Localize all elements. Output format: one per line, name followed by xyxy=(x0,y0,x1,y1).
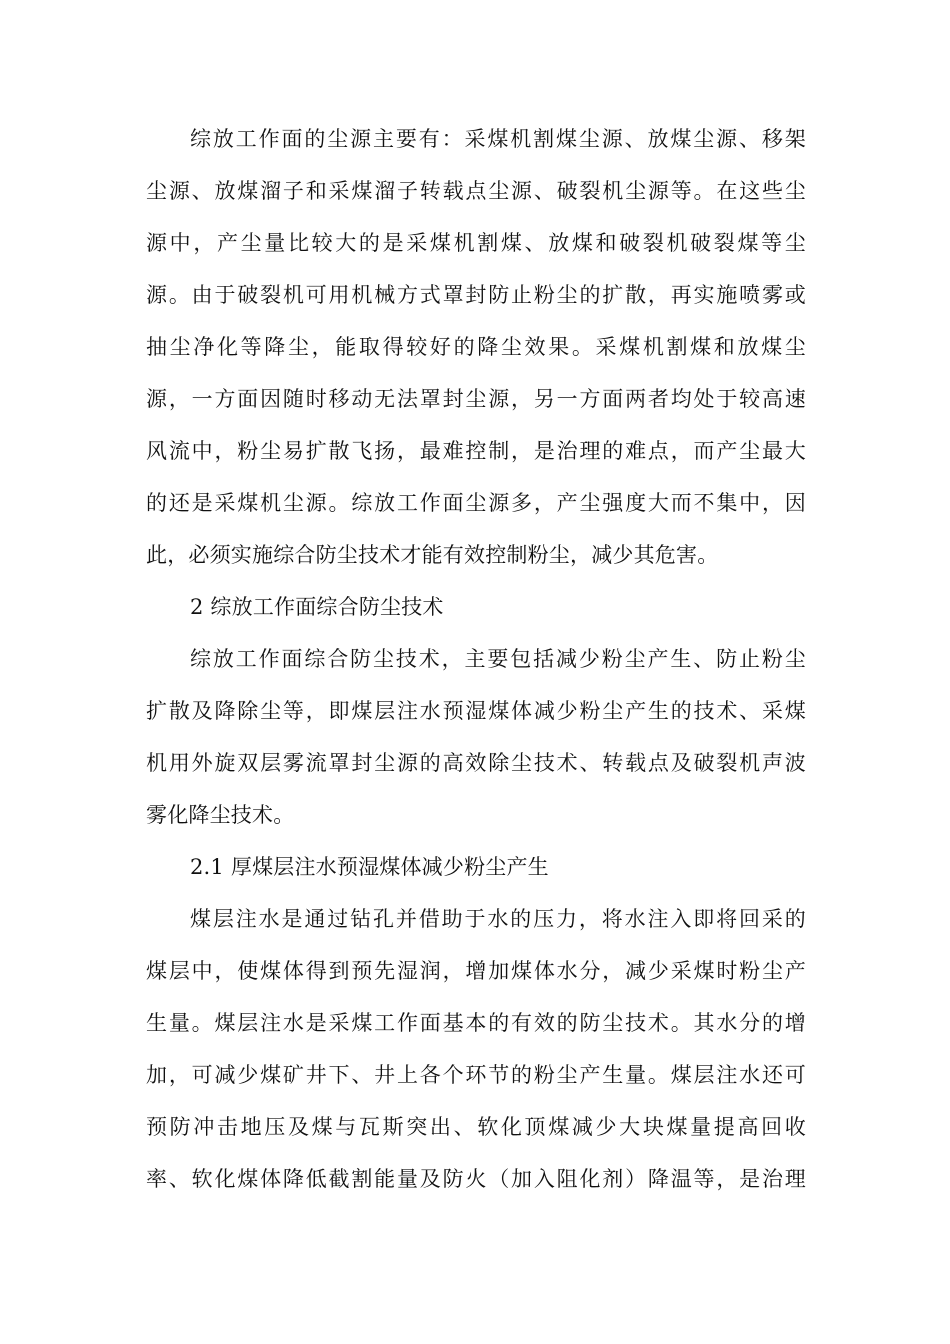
paragraph-water-injection-line-4: 加，可减少煤矿井下、井上各个环节的粉尘产生量。煤层注水还可 xyxy=(146,1063,806,1087)
paragraph-dust-sources-line-7: 风流中，粉尘易扩散飞扬，最难控制，是治理的难点，而产尘最大 xyxy=(146,439,806,463)
section-heading-2-1: 2.1 厚煤层注水预湿煤体减少粉尘产生 xyxy=(190,855,549,879)
paragraph-techniques-line-3: 机用外旋双层雾流罩封尘源的高效除尘技术、转载点及破裂机声波 xyxy=(146,751,806,775)
paragraph-water-injection-line-1: 煤层注水是通过钻孔并借助于水的压力，将水注入即将回采的 xyxy=(190,907,806,931)
paragraph-techniques-line-4: 雾化降尘技术。 xyxy=(146,803,295,827)
paragraph-dust-sources-line-9: 此，必须实施综合防尘技术才能有效控制粉尘，减少其危害。 xyxy=(146,543,719,567)
paragraph-dust-sources-line-8: 的还是采煤机尘源。综放工作面尘源多，产尘强度大而不集中，因 xyxy=(146,491,806,515)
paragraph-techniques-line-2: 扩散及降除尘等，即煤层注水预湿煤体减少粉尘产生的技术、采煤 xyxy=(146,699,806,723)
paragraph-dust-sources-line-1: 综放工作面的尘源主要有：采煤机割煤尘源、放煤尘源、移架 xyxy=(190,127,806,151)
paragraph-water-injection-line-2: 煤层中，使煤体得到预先湿润，增加煤体水分，减少采煤时粉尘产 xyxy=(146,959,806,983)
paragraph-water-injection-line-5: 预防冲击地压及煤与瓦斯突出、软化顶煤减少大块煤量提高回收 xyxy=(146,1115,806,1139)
paragraph-water-injection-line-3: 生量。煤层注水是采煤工作面基本的有效的防尘技术。其水分的增 xyxy=(146,1011,806,1035)
paragraph-dust-sources-line-3: 源中，产尘量比较大的是采煤机割煤、放煤和破裂机破裂煤等尘 xyxy=(146,231,806,255)
paragraph-techniques-line-1: 综放工作面综合防尘技术，主要包括减少粉尘产生、防止粉尘 xyxy=(190,647,806,671)
paragraph-dust-sources-line-6: 源，一方面因随时移动无法罩封尘源，另一方面两者均处于较高速 xyxy=(146,387,806,411)
paragraph-water-injection-line-6: 率、软化煤体降低截割能量及防火（加入阻化剂）降温等，是治理 xyxy=(146,1167,806,1191)
paragraph-dust-sources-line-5: 抽尘净化等降尘，能取得较好的降尘效果。采煤机割煤和放煤尘 xyxy=(146,335,806,359)
paragraph-dust-sources-line-2: 尘源、放煤溜子和采煤溜子转载点尘源、破裂机尘源等。在这些尘 xyxy=(146,179,806,203)
section-heading-2: 2 综放工作面综合防尘技术 xyxy=(190,595,444,619)
paragraph-dust-sources-line-4: 源。由于破裂机可用机械方式罩封防止粉尘的扩散，再实施喷雾或 xyxy=(146,283,806,307)
